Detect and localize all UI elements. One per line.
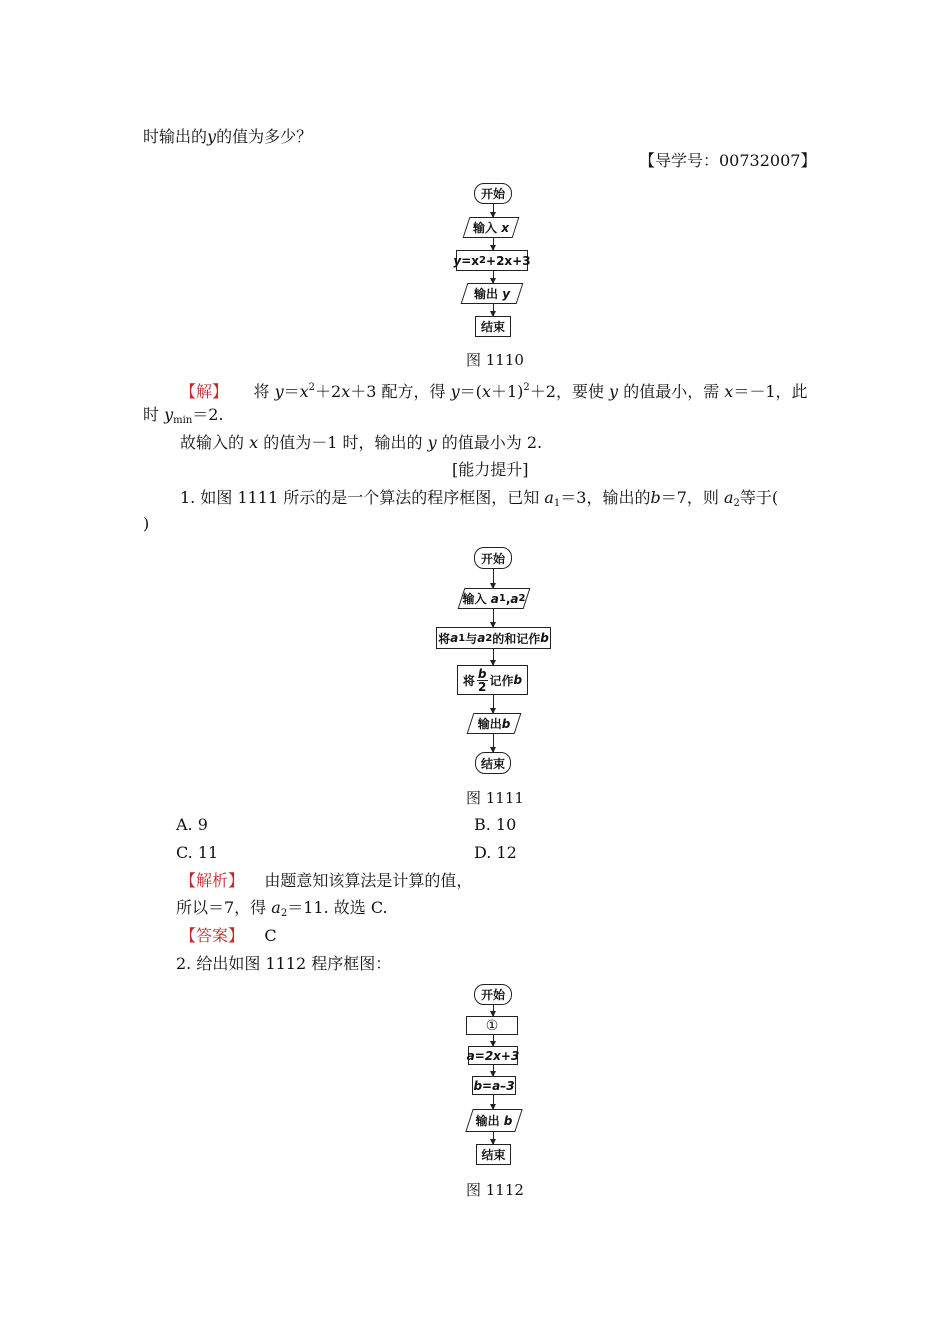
flow-process-sum: 将 a 1 与 a 2 的和记作 b [436, 627, 551, 649]
flow-end: 结束 [475, 316, 511, 337]
solution-line-3: 故输入的 x 的值为－1 时，输出的 y 的值最小为 2. [180, 433, 543, 452]
flow-blank-step: ① [466, 1016, 518, 1035]
flow-start: 开始 [474, 984, 512, 1005]
flow-start: 开始 [474, 183, 512, 204]
flow-arrow [493, 649, 494, 665]
flow-arrow [493, 1005, 494, 1016]
flow-arrow [493, 1095, 494, 1109]
option-b: B. 10 [474, 815, 517, 834]
analysis-tag: 【解析】 [180, 871, 245, 890]
figure-caption: 图 1112 [466, 1181, 524, 1199]
question-continuation: 时输出的y的值为多少？ [143, 127, 313, 146]
question-2: 2. 给出如图 1112 程序框图： [176, 954, 392, 973]
figure-caption: 图 1110 [466, 351, 524, 369]
solution-line-2: 时 $y_{min}=2$. [143, 405, 224, 426]
question-1-paren: ) [143, 514, 150, 533]
flow-arrow [493, 569, 494, 588]
figure-caption: 图 1111 [466, 789, 524, 807]
flow-end: 结束 [475, 752, 511, 774]
flow-arrow [493, 1132, 494, 1144]
flow-start: 开始 [474, 547, 512, 569]
flow-process-half: 将 $\frac{b}{2}$ 记作 b [457, 665, 528, 695]
flow-arrow [493, 609, 494, 627]
flow-arrow [493, 304, 494, 316]
flow-arrow [493, 271, 494, 283]
flow-input: 输入 x [466, 217, 516, 238]
flow-arrow [493, 1035, 494, 1046]
flow-process-formula: y =x 2 +2x+3 [456, 250, 528, 271]
option-d: D. 12 [474, 843, 517, 862]
flow-arrow [493, 204, 494, 217]
option-a: A. 9 [176, 815, 208, 834]
analysis-line-2: 所以＝7，得 $a_2=11$. 故选 C. [176, 898, 388, 919]
fraction: $\frac{b}{2}$ [477, 666, 487, 694]
guide-number: 【导学号：00732007】 [639, 151, 817, 170]
flow-arrow [493, 1065, 494, 1076]
flow-output: 输出 b [470, 713, 518, 734]
analysis-line-1: 【解析】 由题意知该算法是计算的值， [180, 871, 473, 890]
flow-arrow [493, 238, 494, 250]
flow-input: 输入 a 1 , a 2 [461, 588, 527, 609]
answer-tag: 【答案】 [180, 926, 245, 945]
solution-line-1: 【解】 将 $y=x^2+2x+3$ 配方，得 $y=(x+1)^2+2$，要使 y 的值最小，需 x＝－1，此 [180, 382, 808, 401]
solution-tag: 【解】 [180, 382, 229, 401]
flow-output: 输出 b [469, 1109, 519, 1132]
answer-line: 【答案】 C [180, 926, 277, 945]
flow-arrow [493, 734, 494, 752]
option-c: C. 11 [176, 843, 219, 862]
flow-end: 结束 [476, 1144, 511, 1165]
flow-arrow [493, 695, 494, 713]
flow-process-a: a=2x+3 [468, 1046, 518, 1065]
section-heading: [能力提升] [452, 460, 529, 479]
flow-output: 输出 y [464, 283, 520, 304]
flow-process-b: b=a–3 [472, 1076, 516, 1095]
question-1: 1. 如图 1111 所示的是一个算法的程序框图，已知 $a_1=3$，输出的b＝7，则 $a_2$等于( [180, 488, 779, 509]
